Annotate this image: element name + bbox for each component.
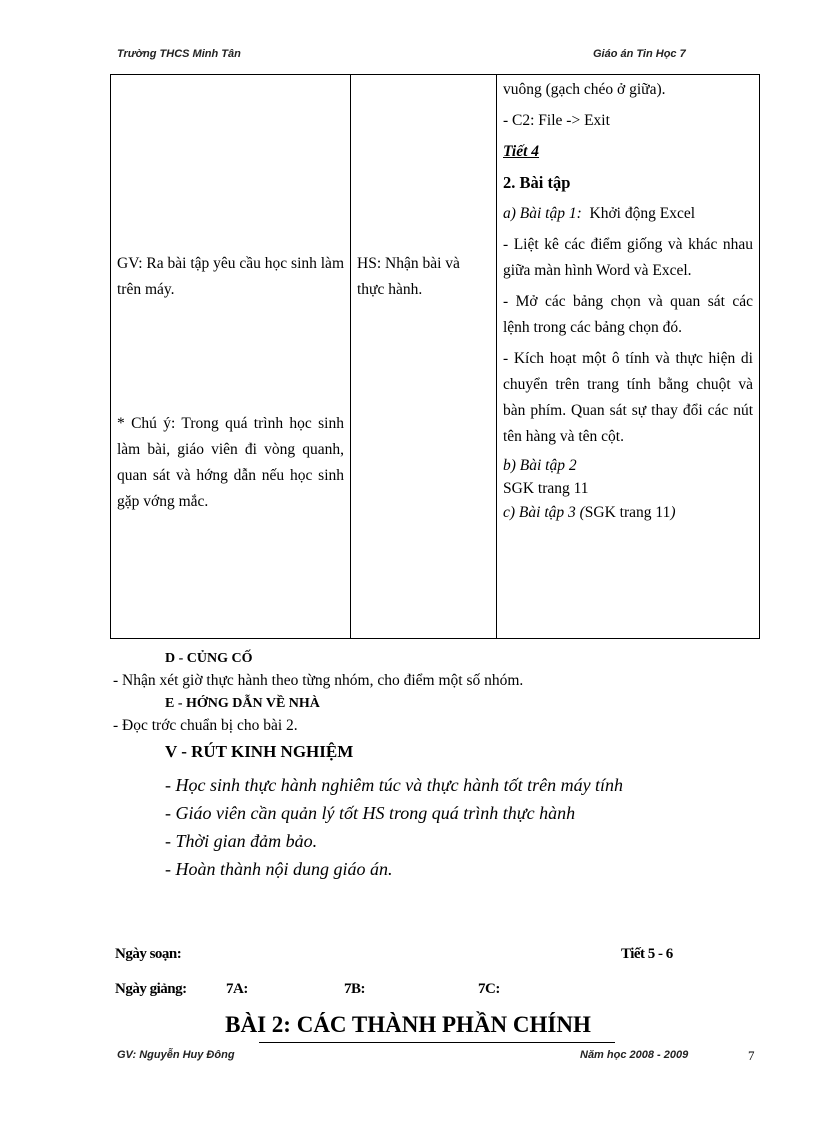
exercise-2-label-text: b) Bài tập 2 bbox=[503, 457, 577, 474]
section-d-text: - Nhận xét giờ thực hành theo từng nhóm, cho điểm một số nhóm. bbox=[113, 672, 524, 689]
lesson-table bbox=[110, 74, 760, 639]
student-column bbox=[351, 75, 497, 639]
title-underline bbox=[259, 1042, 615, 1043]
exercise-1 bbox=[503, 201, 753, 227]
content-line-2: - C2: File -> Exit bbox=[503, 112, 610, 129]
section-v-title: V - RÚT KINH NGHIỆM bbox=[165, 742, 354, 761]
exercise-3-close: ) bbox=[670, 504, 676, 521]
footer-teacher: GV: Nguyễn Huy Đông bbox=[117, 1049, 235, 1061]
page-number: 7 bbox=[748, 1048, 755, 1063]
footer-year: Năm học 2008 - 2009 bbox=[580, 1049, 689, 1061]
section-e-title: E - HỚNG DẪN VỀ NHÀ bbox=[165, 696, 320, 711]
exercise-3-label: c) Bài tập 3 ( bbox=[503, 504, 585, 521]
class-7c: 7C: bbox=[478, 981, 500, 997]
experience-item-2: - Giáo viên cần quản lý tốt HS trong quá trình thực hành bbox=[165, 803, 576, 823]
ngay-giang-label: Ngày giảng: bbox=[115, 981, 187, 997]
exercise-item-3: - Kích hoạt một ô tính và thực hiện di chuyển trên trang tính bằng chuột và bàn phím. Quan sát sự thay đổi các nút tên hàng và tên cột. bbox=[503, 350, 753, 445]
tiet-label: Tiết 4 bbox=[503, 143, 540, 160]
exercise-heading: 2. Bài tập bbox=[503, 173, 571, 192]
class-7a: 7A: bbox=[226, 981, 248, 997]
exercise-item-2: - Mở các bảng chọn và quan sát các lệnh trong các bảng chọn đó. bbox=[503, 293, 753, 336]
ngay-soan-label: Ngày soạn: bbox=[115, 946, 182, 962]
experience-item-1: - Học sinh thực hành nghiêm túc và thực hành tốt trên máy tính bbox=[165, 775, 624, 795]
content-line-1: vuông (gạch chéo ở giữa). bbox=[503, 81, 666, 98]
student-task: HS: Nhận bài và thực hành. bbox=[357, 255, 460, 298]
content-column bbox=[497, 75, 760, 639]
experience-item-3: - Thời gian đảm bảo. bbox=[165, 831, 318, 851]
header-school: Trường THCS Minh Tân bbox=[117, 48, 241, 60]
exercise-item-1: - Liệt kê các điểm giống và khác nhau giữa màn hình Word và Excel. bbox=[503, 236, 753, 279]
header-subject: Giáo án Tin Học 7 bbox=[593, 48, 686, 60]
exercise-3-text: SGK trang 11 bbox=[584, 504, 671, 521]
exercise-2-label bbox=[503, 455, 753, 477]
lesson-title: BÀI 2: CÁC THÀNH PHẦN CHÍNH bbox=[225, 1012, 591, 1037]
tiet-range: Tiết 5 - 6 bbox=[621, 946, 673, 962]
teacher-column bbox=[111, 75, 351, 639]
exercise-3 bbox=[503, 501, 753, 525]
section-d-title: D - CỦNG CỐ bbox=[165, 651, 253, 666]
section-e-text: - Đọc trớc chuẩn bị cho bài 2. bbox=[113, 717, 298, 734]
exercise-2-text: SGK trang 11 bbox=[503, 480, 589, 497]
class-7b: 7B: bbox=[344, 981, 365, 997]
exercise-1-label: a) Bài tập 1: bbox=[503, 205, 582, 222]
teacher-task: GV: Ra bài tập yêu cầu học sinh làm trên máy. bbox=[117, 255, 344, 298]
exercise-1-text: Khởi động Excel bbox=[589, 205, 696, 222]
teacher-note: * Chú ý: Trong quá trình học sinh làm bài, giáo viên đi vòng quanh, quan sát và hớng dẫn nếu học sinh gặp vớng mắc. bbox=[117, 415, 344, 510]
experience-item-4: - Hoàn thành nội dung giáo án. bbox=[165, 859, 393, 879]
